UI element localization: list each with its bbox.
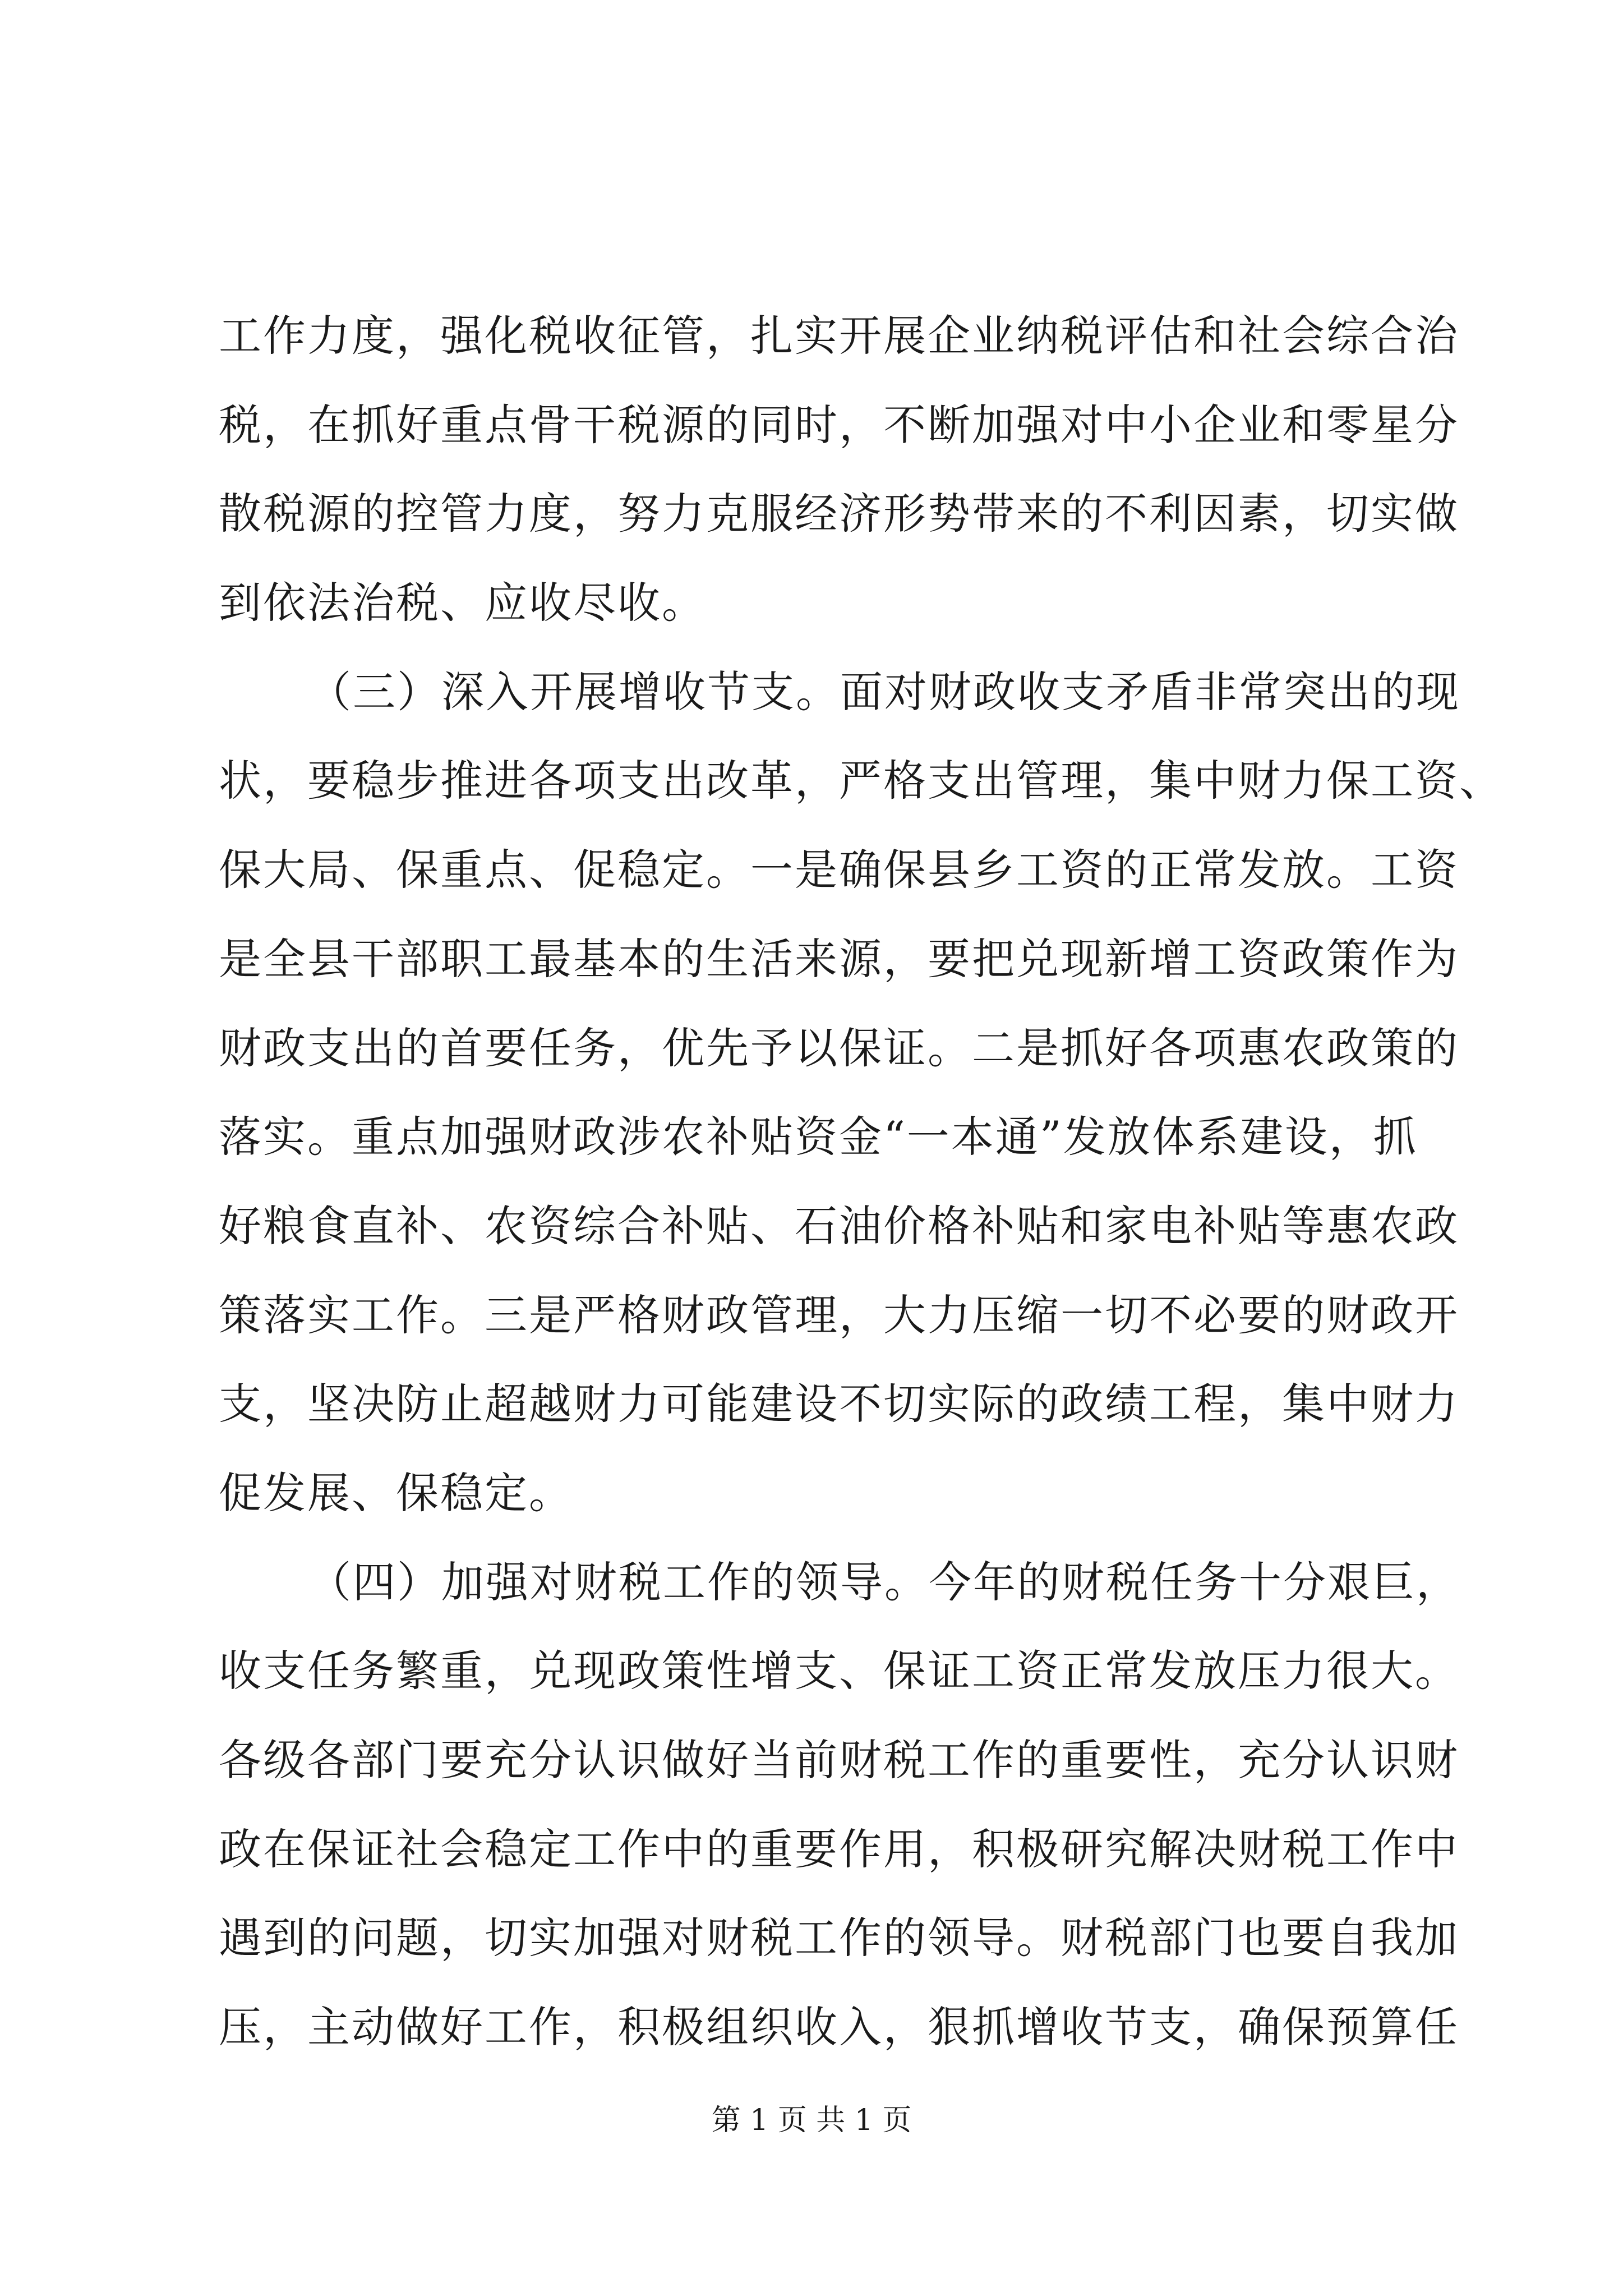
text-line: 好粮食直补、农资综合补贴、石油价格补贴和家电补贴等惠农政 <box>219 1200 1459 1251</box>
document-body <box>219 292 1504 2072</box>
text-line: 落实。重点加强财政涉农补贴资金“一本通”发放体系建设，抓 <box>219 1112 1418 1162</box>
text-line: 财政支出的首要任务，优先予以保证。二是抓好各项惠农政策的 <box>219 1023 1459 1073</box>
text-line: 收支任务繁重，兑现政策性增支、保证工资正常发放压力很大。 <box>219 1646 1459 1696</box>
page-number-footer: 第 1 页 共 1 页 <box>711 2104 912 2137</box>
paragraph-heading-line: （三）深入开展增收节支。面对财政收支矛盾非常突出的现 <box>308 666 1460 717</box>
text-line: 支，坚决防止超越财力可能建设不切实际的政绩工程，集中财力 <box>219 1379 1459 1429</box>
text-line: 策落实工作。三是严格财政管理，大力压缩一切不必要的财政开 <box>219 1290 1459 1340</box>
text-line: 工作力度，强化税收征管，扎实开展企业纳税评估和社会综合治 <box>219 311 1459 361</box>
paragraph-heading-line: （四）加强对财税工作的领导。今年的财税任务十分艰巨， <box>308 1557 1460 1607</box>
text-line: 遇到的问题，切实加强对财税工作的领导。财税部门也要自我加 <box>219 1913 1459 1963</box>
text-line: 促发展、保稳定。 <box>219 1467 573 1518</box>
text-line: 各级各部门要充分认识做好当前财税工作的重要性，充分认识财 <box>219 1735 1459 1785</box>
text-line: 政在保证社会稳定工作中的重要作用，积极研究解决财税工作中 <box>219 1824 1459 1874</box>
text-line: 压，主动做好工作，积极组织收入，狠抓增收节支，确保预算任 <box>219 2002 1459 2053</box>
text-line: 保大局、保重点、促稳定。一是确保县乡工资的正常发放。工资 <box>219 845 1459 895</box>
text-line: 到依法治税、应收尽收。 <box>219 578 706 628</box>
text-line: 散税源的控管力度，努力克服经济形势带来的不利因素，切实做 <box>219 489 1459 539</box>
text-line: 税，在抓好重点骨干税源的同时，不断加强对中小企业和零星分 <box>219 399 1459 450</box>
text-line: 状，要稳步推进各项支出改革，严格支出管理，集中财力保工资、 <box>219 756 1504 806</box>
text-line: 是全县干部职工最基本的生活来源，要把兑现新增工资政策作为 <box>219 933 1459 984</box>
